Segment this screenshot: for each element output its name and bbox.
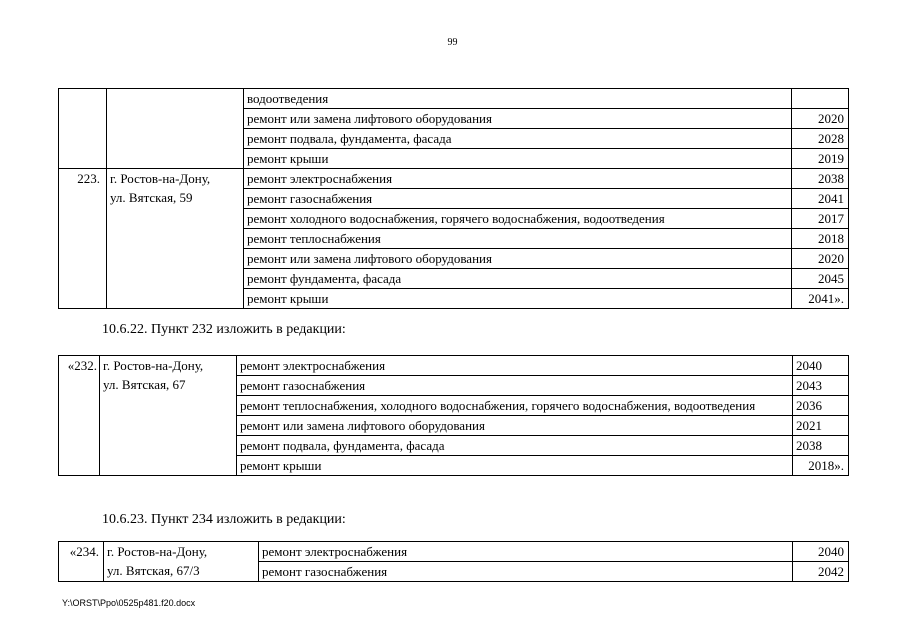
year-cell: 2021 [793,416,849,436]
year-cell: 2040 [793,356,849,376]
address-city: г. Ростов-на-Дону, [110,171,211,186]
work-cell: ремонт крыши [244,149,792,169]
year-cell: 2038 [792,169,849,189]
address-city: г. Ростов-на-Дону, [103,358,204,373]
paragraph-10-6-23: 10.6.23. Пункт 234 изложить в редакции: [102,512,346,527]
work-cell: ремонт крыши [237,456,793,476]
work-cell: ремонт газоснабжения [237,376,793,396]
work-cell: водоотведения [244,89,792,109]
year-cell: 2017 [792,209,849,229]
work-cell: ремонт электроснабжения [259,542,793,562]
work-cell: ремонт или замена лифтового оборудования [237,416,793,436]
work-cell: ремонт подвала, фундамента, фасада [237,436,793,456]
address-cell [100,356,237,476]
page-number: 99 [447,37,458,48]
row-number-cell [59,89,107,109]
address-cell [107,89,244,109]
table-row [59,89,849,109]
item-number: «234. [59,542,104,582]
work-cell: ремонт холодного водоснабжения, горячего водоснабжения, водоотведения [244,209,792,229]
year-cell: 2041 [792,189,849,209]
item-number: 223. [59,169,107,309]
item-number: «232. [59,356,100,476]
work-cell: ремонт электроснабжения [244,169,792,189]
year-cell: 2019 [792,149,849,169]
table-row [59,109,849,129]
table-row [59,356,849,376]
table-row [59,129,849,149]
year-cell: 2040 [793,542,849,562]
year-cell: 2038 [793,436,849,456]
year-cell: 2041». [792,289,849,309]
address-cell [107,169,244,309]
year-cell: 2045 [792,269,849,289]
table-row [59,169,849,189]
work-cell: ремонт теплоснабжения, холодного водоснабжения, горячего водоснабжения, водоотведения [237,396,793,416]
table-items-222-223 [58,88,849,309]
work-cell: ремонт газоснабжения [259,562,793,582]
work-cell: ремонт крыши [244,289,792,309]
year-cell [792,89,849,109]
table-row [59,542,849,562]
year-cell: 2020 [792,109,849,129]
year-cell: 2043 [793,376,849,396]
work-cell: ремонт теплоснабжения [244,229,792,249]
year-cell: 2042 [793,562,849,582]
work-cell: ремонт подвала, фундамента, фасада [244,129,792,149]
year-cell: 2018 [792,229,849,249]
table-item-232 [58,355,849,476]
table-row [59,149,849,169]
year-cell: 2036 [793,396,849,416]
address-city: г. Ростов-на-Дону, [107,544,208,559]
address-street: ул. Вятская, 67 [103,377,186,392]
year-cell: 2028 [792,129,849,149]
address-cell [104,542,259,582]
paragraph-10-6-22: 10.6.22. Пункт 232 изложить в редакции: [102,322,346,337]
year-cell: 2018». [793,456,849,476]
work-cell: ремонт или замена лифтового оборудования [244,109,792,129]
document-path-footer: Y:\ORST\Ppo\0525p481.f20.docx [62,598,196,608]
address-street: ул. Вятская, 67/3 [107,563,200,578]
year-cell: 2020 [792,249,849,269]
work-cell: ремонт фундамента, фасада [244,269,792,289]
table-item-234 [58,541,849,582]
work-cell: ремонт газоснабжения [244,189,792,209]
address-street: ул. Вятская, 59 [110,190,193,205]
work-cell: ремонт или замена лифтового оборудования [244,249,792,269]
work-cell: ремонт электроснабжения [237,356,793,376]
